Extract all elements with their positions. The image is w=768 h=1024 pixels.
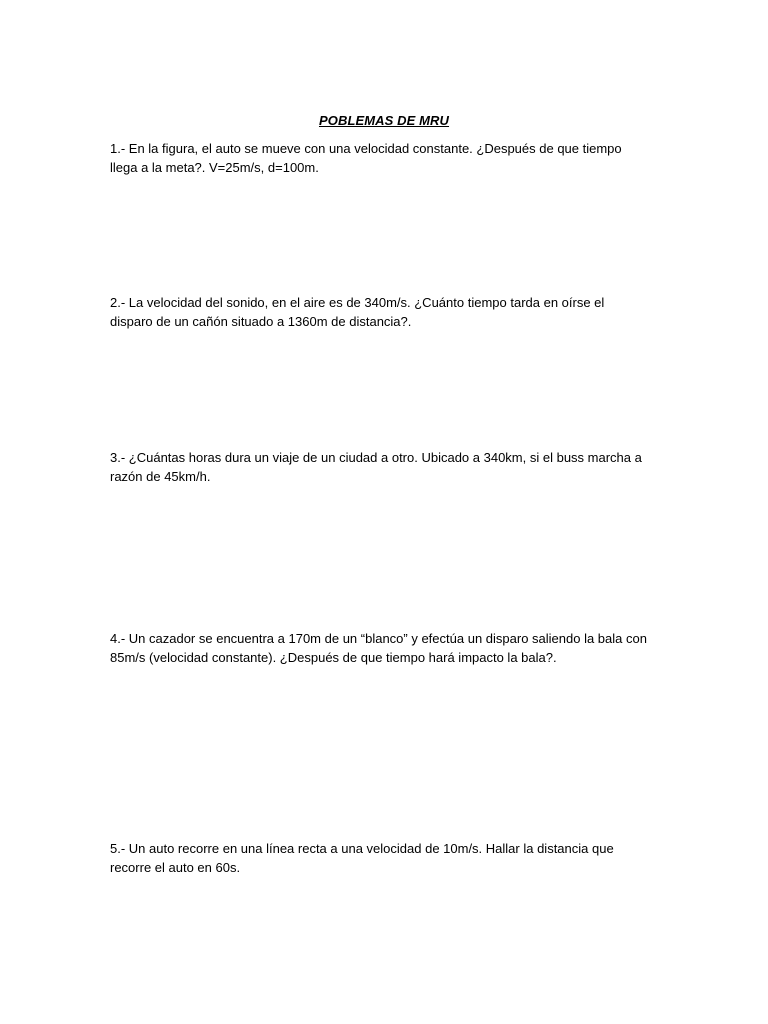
problem-3: 3.- ¿Cuántas horas dura un viaje de un ciudad a otro. Ubicado a 340km, si el buss marcha a razón de 45km/h. — [110, 450, 642, 484]
problem-5: 5.- Un auto recorre en una línea recta a una velocidad de 10m/s. Hallar la distancia que recorre el auto en 60s. — [110, 841, 614, 875]
problem-1: 1.- En la figura, el auto se mueve con una velocidad constante. ¿Después de que tiempo llega a la meta?. V=25m/s, d=100m. — [110, 141, 622, 175]
document-title: POBLEMAS DE MRU — [318, 113, 450, 128]
problem-2: 2.- La velocidad del sonido, en el aire es de 340m/s. ¿Cuánto tiempo tarda en oírse el disparo de un cañón situado a 1360m de distancia?. — [110, 295, 605, 329]
problem-4: 4.- Un cazador se encuentra a 170m de un “blanco” y efectúa un disparo saliendo la bala con 85m/s (velocidad constante). ¿Después de que tiempo hará impacto la bala?. — [110, 631, 647, 665]
